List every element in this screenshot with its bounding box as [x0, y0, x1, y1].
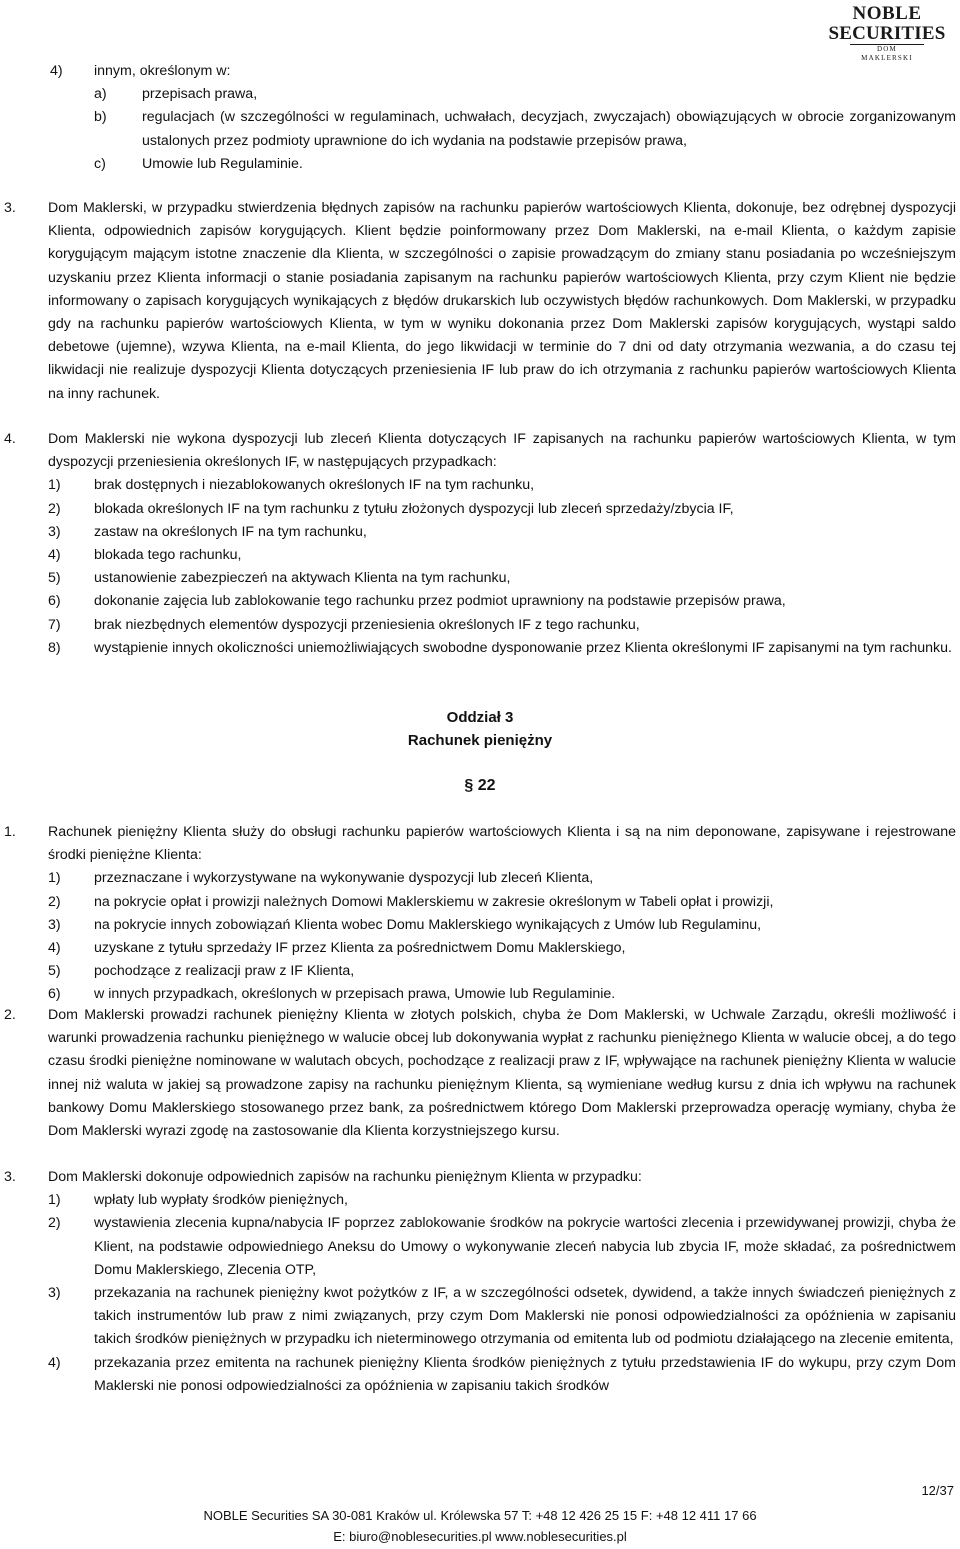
- item-number: a): [94, 86, 107, 103]
- item-text: wpłaty lub wypłaty środków pieniężnych,: [94, 1192, 348, 1209]
- section-title: Rachunek pieniężny: [407, 732, 553, 749]
- division-heading: Oddział 3: [446, 709, 514, 726]
- item-text: blokada tego rachunku,: [94, 547, 242, 564]
- item-text: brak dostępnych i niezablokowanych określonych IF na tym rachunku,: [94, 477, 535, 494]
- sub-item-4: [0, 60, 960, 176]
- paragraph-text: Dom Maklerski, w przypadku stwierdzenia błędnych zapisów na rachunku papierów wartościowych Klienta, dokonuje, bez odrębnej dyspozycji Klienta, odpowiednich zapisów korygujących. Klient będzie poinformowany przez Dom Maklerski, na e-mail Klienta, o każdym zapisie korygującym mającym istotne znaczenie dla Klienta, w szczególności o zapisie prowadzącym do zmiany stanu posiadania po wcześniejszym uzyskaniu przez Klienta informacji o stanie posiadania zapisanym na rachunku papierów wartościowych Klienta, przy czym Klient nie będzie informowany o zapisach korygujących wynikających z błędów drukarskich lub oczywistych błędów rachunkowych. Dom Maklerski, w przypadku gdy na rachunku papierów wartościowych Klienta, w tym w wyniku dokonania przez Dom Maklerski zapisów korygujących, wystąpi saldo debetowe (ujemne), wzywa Klienta, na e-mail Klienta, do jego likwidacji w terminie do 7 dni od daty otrzymania wezwania, a do czasu tej likwidacji nie realizuje dyspozycji Klienta dotyczących przeniesienia IF lub praw do ich otrzymania z rachunku papierów wartościowych Klienta na inny rachunek.: [48, 200, 956, 402]
- item-text: blokada określonych IF na tym rachunku z tytułu złożonych dyspozycji lub zleceń sprzedaży/zbycia IF,: [94, 500, 734, 517]
- item-text: zastaw na określonych IF na tym rachunku,: [94, 523, 367, 540]
- section-22-point-1: [0, 821, 960, 1007]
- item-text: na pokrycie innych zobowiązań Klienta wobec Domu Maklerskiego wynikających z Umów lub Regulaminu,: [94, 916, 762, 933]
- item-number: 6): [48, 593, 61, 610]
- paragraph-number: 4.: [4, 431, 16, 447]
- item-number: 4): [50, 63, 63, 79]
- item-number: c): [94, 155, 106, 172]
- item-text: przeznaczane i wykorzystywane na wykonywanie dyspozycji lub zleceń Klienta,: [94, 870, 594, 887]
- item-number: 7): [48, 616, 61, 633]
- item-number: 2): [48, 500, 61, 517]
- item-number: 8): [48, 639, 61, 656]
- item-text: przepisach prawa,: [142, 86, 258, 103]
- item-number: 1): [48, 870, 61, 887]
- footer-contact: E: biuro@noblesecurities.pl www.noblesecurities.pl: [333, 1529, 627, 1544]
- item-number: 4): [48, 1354, 61, 1371]
- item-text: na pokrycie opłat i prowizji należnych Domowi Maklerskiemu w zakresie określonym w Tabeli opłat i prowizji,: [94, 893, 774, 910]
- paragraph-sign: § 22: [464, 777, 496, 794]
- item-text: przekazania przez emitenta na rachunek pieniężny Klienta środków pieniężnych z tytułu przedstawienia IF do wykupu, przy czym Dom Maklerski nie ponosi odpowiedzialności za opóźnienia w zapisaniu takich środków: [94, 1354, 956, 1394]
- item-number: 2): [48, 893, 61, 910]
- item-number: 4): [48, 940, 61, 957]
- item-text: brak niezbędnych elementów dyspozycji przeniesienia określonych IF z tego rachunku,: [94, 616, 640, 633]
- paragraph-4: [0, 428, 960, 660]
- item-number: b): [94, 109, 107, 126]
- section-22-point-2: [0, 1004, 960, 1143]
- item-text: Umowie lub Regulaminie.: [142, 155, 303, 172]
- paragraph-3: [0, 197, 960, 406]
- item-text: w innych przypadkach, określonych w przepisach prawa, Umowie lub Regulaminie.: [94, 986, 616, 1003]
- item-number: 4): [48, 547, 61, 564]
- company-logo: [822, 4, 952, 63]
- item-number: 3): [48, 916, 61, 933]
- item-number: 5): [48, 570, 61, 587]
- item-text: dokonanie zajęcia lub zablokowanie tego rachunku przez podmiot uprawniony na podstawie przepisów prawa,: [94, 593, 786, 610]
- paragraph-number: 1.: [4, 824, 16, 840]
- paragraph-number: 3.: [4, 1169, 16, 1185]
- item-text: wystawienia zlecenia kupna/nabycia IF poprzez zablokowanie środków na pokrycie wartości zlecenia i przewidywanej prowizji, chyba że Klient, na podstawie odpowiedniego Aneksu do Umowy o wykonywanie zleceń nabycia lub zbycia IF, może składać, za pośrednictwem Domu Maklerskiego, Zlecenia OTP,: [94, 1215, 956, 1278]
- item-number: 6): [48, 986, 61, 1003]
- paragraph-number: 3.: [4, 200, 16, 216]
- footer-address: NOBLE Securities SA 30-081 Kraków ul. Królewska 57 T: +48 12 426 25 15 F: +48 12 411 17 66: [203, 1508, 757, 1523]
- paragraph-number: 2.: [4, 1007, 16, 1023]
- item-text: innym, określonym w:: [94, 63, 231, 79]
- item-number: 2): [48, 1215, 61, 1232]
- item-number: 3): [48, 523, 61, 540]
- section-22-point-3: [0, 1166, 960, 1398]
- logo-line-1: NOBLE: [852, 3, 922, 24]
- item-text: wystąpienie innych okoliczności uniemożliwiających swobodne dysponowanie przez Klienta określonymi IF zapisanymi na tym rachunku.: [94, 639, 952, 656]
- logo-line-3: DOM MAKLERSKI: [850, 44, 924, 63]
- item-text: uzyskane z tytułu sprzedaży IF przez Klienta za pośrednictwem Domu Maklerskiego,: [94, 940, 626, 957]
- page-number: 12/37: [921, 1483, 954, 1498]
- item-number: 5): [48, 963, 61, 980]
- item-text: ustanowienie zabezpieczeń na aktywach Klienta na tym rachunku,: [94, 570, 511, 587]
- logo-line-2: SECURITIES: [828, 23, 946, 44]
- item-text: regulacjach (w szczególności w regulaminach, uchwałach, decyzjach, zwyczajach) obowiązujących w obrocie zorganizowanym ustalonych przez podmioty uprawnione do ich wydania na podstawie przepisów prawa,: [142, 109, 956, 149]
- paragraph-text: Dom Maklerski prowadzi rachunek pieniężny Klienta w złotych polskich, chyba że Dom Maklerski, w Uchwale Zarządu, określi możliwość i warunki prowadzenia rachunku pieniężnego w walucie obcej lub dokonywania wypłat z rachunku pieniężnego Klienta w walucie obcej, a do tego czasu środki pieniężne nominowane w walutach obcych, pochodzące z realizacji praw z IF, wpływające na rachunek pieniężny Klienta w walucie innej niż waluta w jakiej są prowadzone zapisy na rachunku pieniężnym Klienta, są wymieniane według kursu z dnia ich wpływu na rachunek bankowy Domu Maklerskiego stosowanego przez bank, za pośrednictwem którego Dom Maklerski przeprowadza operację wymiany, chyba że Dom Maklerski wyrazi zgodę na zastosowanie dla Klienta korzystniejszego kursu.: [48, 1007, 956, 1140]
- item-text: pochodzące z realizacji praw z IF Klienta,: [94, 963, 355, 980]
- paragraph-text: Dom Maklerski nie wykona dyspozycji lub zleceń Klienta dotyczących IF zapisanych na rachunku papierów wartościowych Klienta, w tym dyspozycji przeniesienia określonych IF, w następujących przypadkach:: [48, 431, 956, 471]
- paragraph-text: Rachunek pieniężny Klienta służy do obsługi rachunku papierów wartościowych Klienta i są na nim deponowane, zapisywane i rejestrowane środki pieniężne Klienta:: [48, 824, 956, 864]
- item-text: przekazania na rachunek pieniężny kwot pożytków z IF, a w szczególności odsetek, dywidend, a także innych świadczeń pieniężnych z takich instrumentów lub praw z nimi związanych, przy czym Dom Maklerski nie ponosi odpowiedzialności za opóźnienia w zapisaniu takich środków pieniężnych w przypadku ich nieterminowego otrzymania od emitenta lub od podmiotu działającego na zlecenie emitenta,: [94, 1285, 956, 1348]
- item-number: 1): [48, 1192, 61, 1209]
- item-number: 3): [48, 1285, 61, 1302]
- paragraph-text: Dom Maklerski dokonuje odpowiednich zapisów na rachunku pieniężnym Klienta w przypadku:: [48, 1169, 642, 1185]
- item-number: 1): [48, 477, 61, 494]
